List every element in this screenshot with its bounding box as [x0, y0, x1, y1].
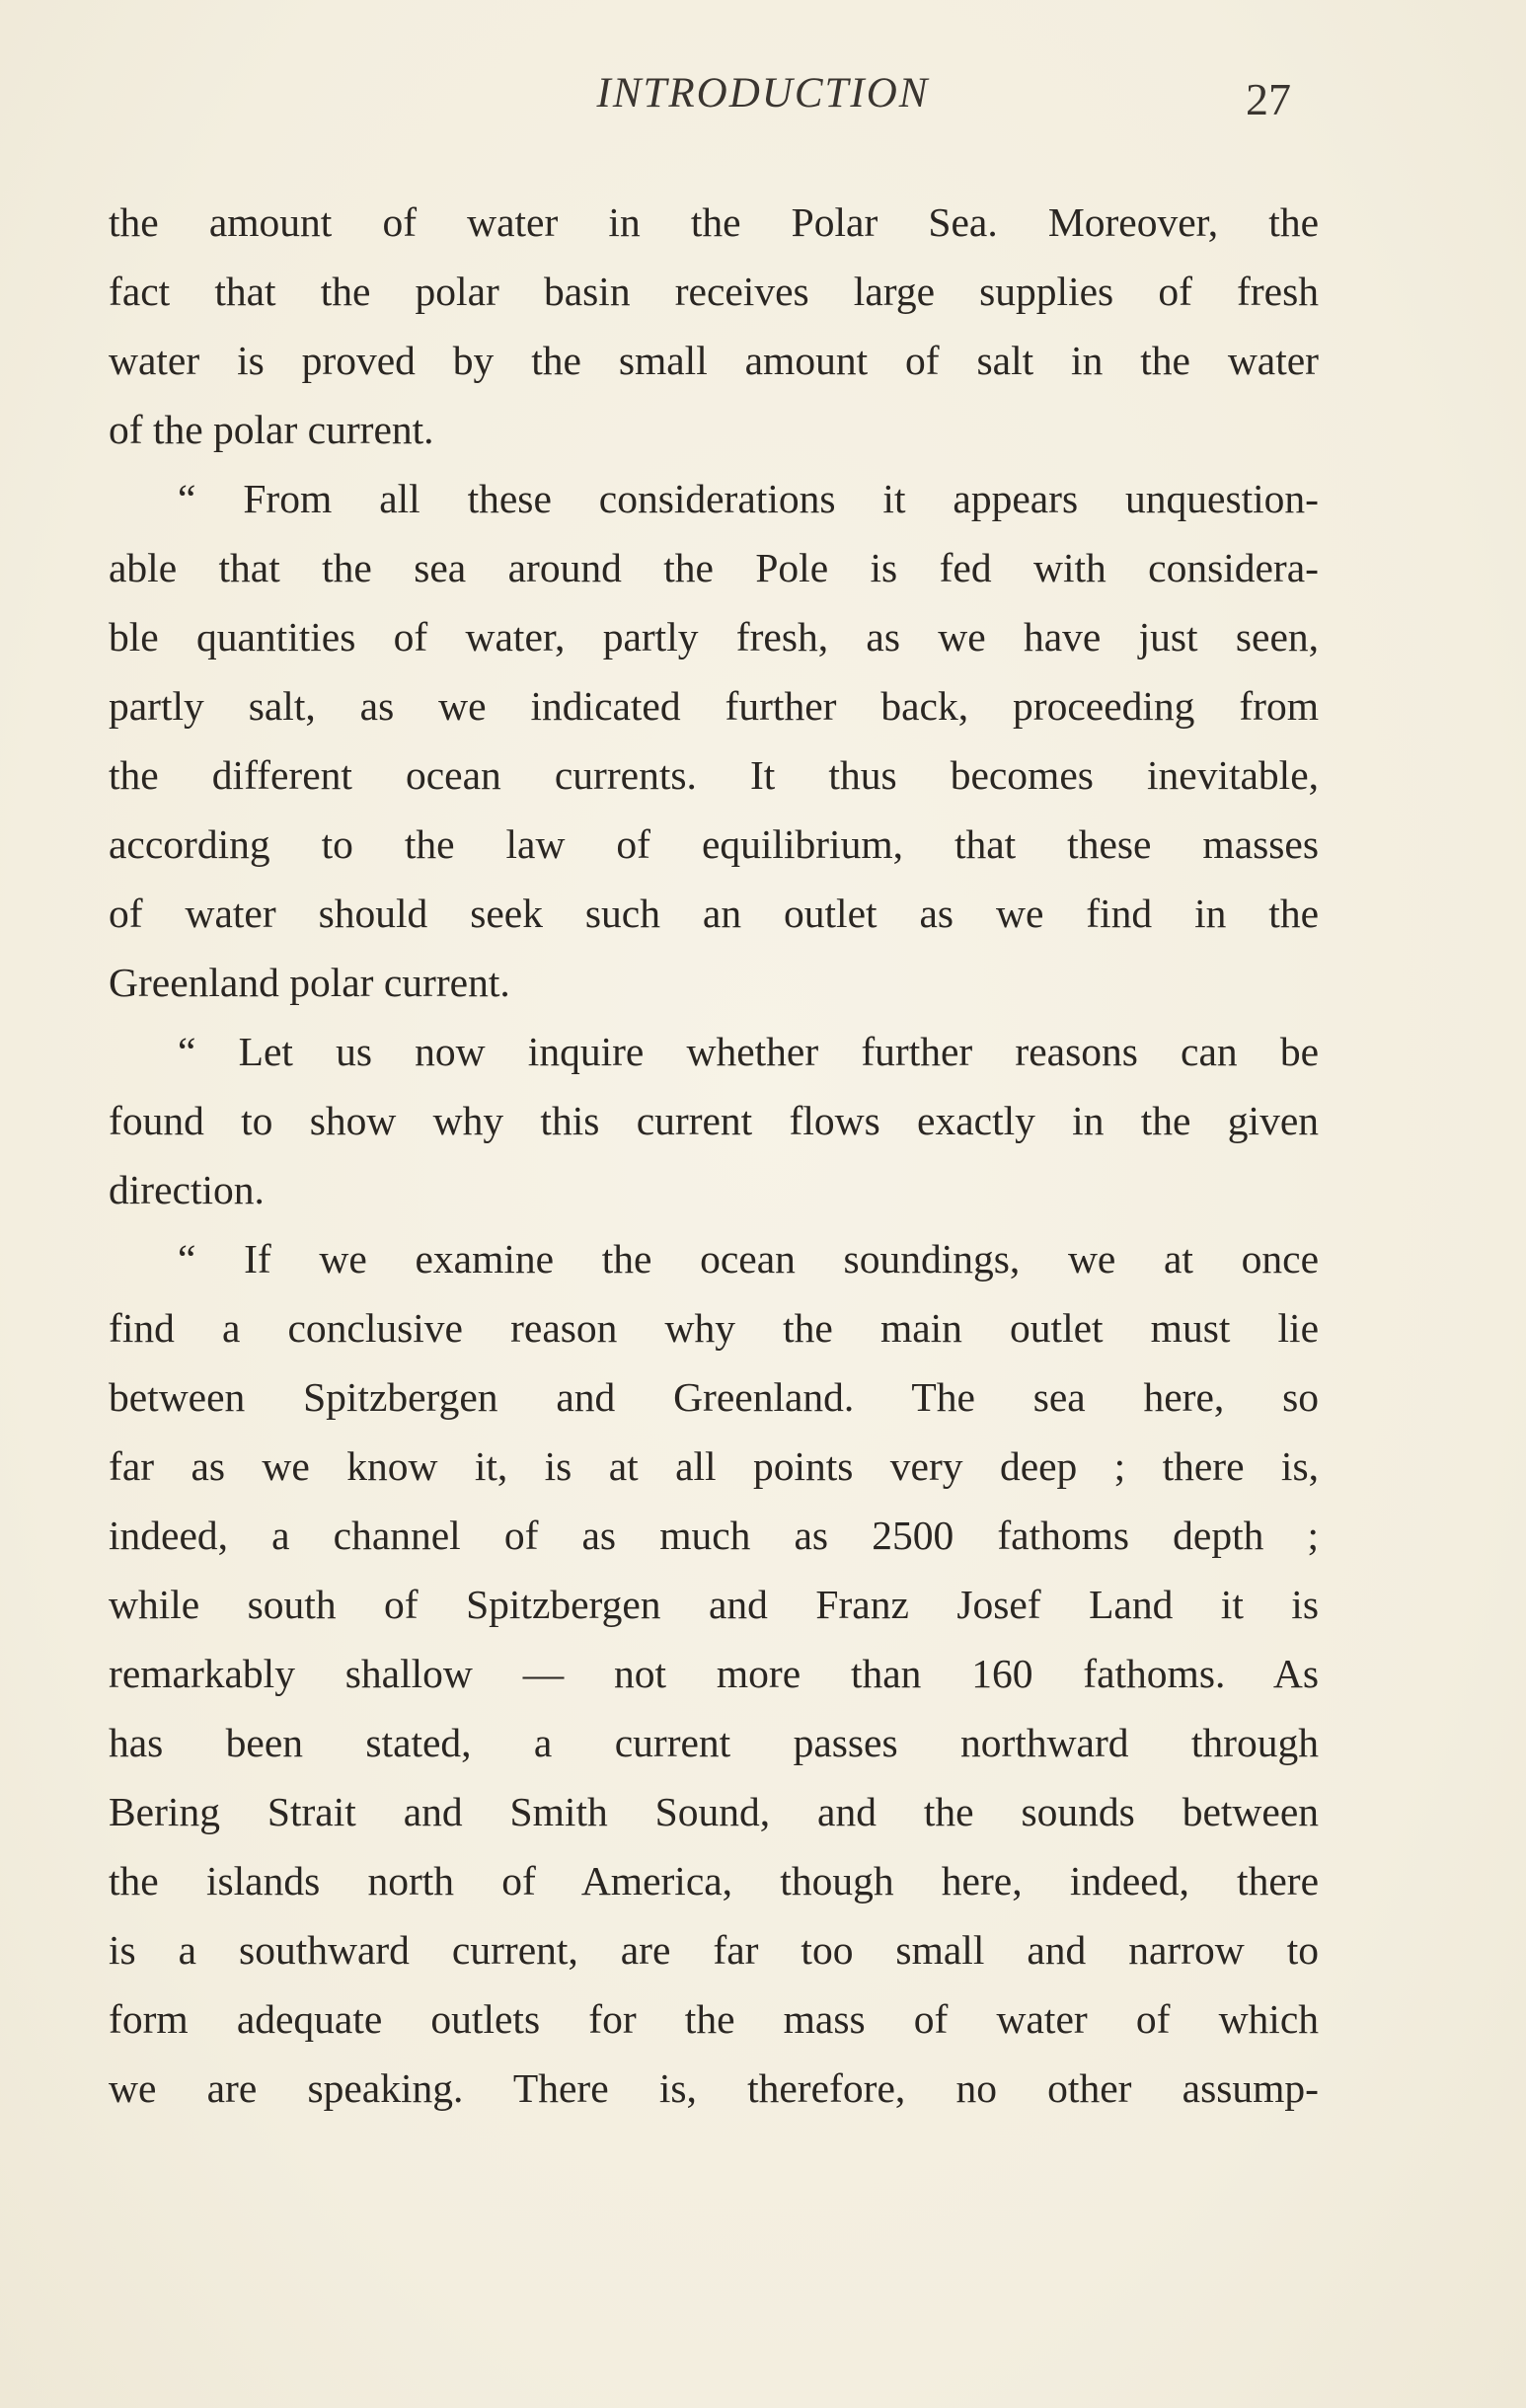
text-line: indeed, a channel of as much as 2500 fathoms depth ; [109, 1513, 1319, 1558]
text-line: of water should seek such an outlet as we find in the [109, 891, 1319, 936]
text-line: we are speaking. There is, therefore, no other assump- [109, 2065, 1319, 2111]
text-line: ble quantities of water, partly fresh, as we have just seen, [109, 614, 1319, 660]
text-line: while south of Spitzbergen and Franz Josef Land it is [109, 1582, 1319, 1627]
running-title: INTRODUCTION [596, 70, 930, 117]
text-line: partly salt, as we indicated further back, proceeding from [109, 683, 1319, 729]
text-line: form adequate outlets for the mass of water of which [109, 1996, 1319, 2042]
text-line: “ If we examine the ocean soundings, we at once [178, 1236, 1319, 1282]
text-line: fact that the polar basin receives large supplies of fresh [109, 269, 1319, 314]
text-line: able that the sea around the Pole is fed with considera- [109, 545, 1319, 590]
text-line: between Spitzbergen and Greenland. The sea here, so [109, 1374, 1319, 1420]
text-line: is a southward current, are far too small and narrow to [109, 1927, 1319, 1973]
running-head [0, 69, 1526, 128]
text-line: “ Let us now inquire whether further reasons can be [178, 1029, 1319, 1074]
text-line: “ From all these considerations it appears unquestion- [178, 476, 1319, 521]
text-line: Bering Strait and Smith Sound, and the sounds between [109, 1789, 1319, 1834]
text-line: has been stated, a current passes northward through [109, 1720, 1319, 1765]
text-line: far as we know it, is at all points very deep ; there is, [109, 1443, 1319, 1489]
text-line: remarkably shallow — not more than 160 fathoms. As [109, 1651, 1319, 1696]
text-line: according to the law of equilibrium, that these masses [109, 821, 1319, 867]
text-line: water is proved by the small amount of salt in the water [109, 338, 1319, 383]
body-text [109, 188, 1319, 2123]
text-line: the islands north of America, though here, indeed, there [109, 1858, 1319, 1903]
text-line: find a conclusive reason why the main outlet must lie [109, 1305, 1319, 1351]
text-line: the different ocean currents. It thus becomes inevitable, [109, 752, 1319, 798]
text-line: of the polar current. [109, 407, 434, 452]
text-line: Greenland polar current. [109, 960, 510, 1005]
text-line: found to show why this current flows exactly in the given [109, 1098, 1319, 1143]
text-line: the amount of water in the Polar Sea. Moreover, the [109, 199, 1319, 245]
page-number: 27 [1246, 74, 1291, 124]
text-line: direction. [109, 1167, 265, 1212]
